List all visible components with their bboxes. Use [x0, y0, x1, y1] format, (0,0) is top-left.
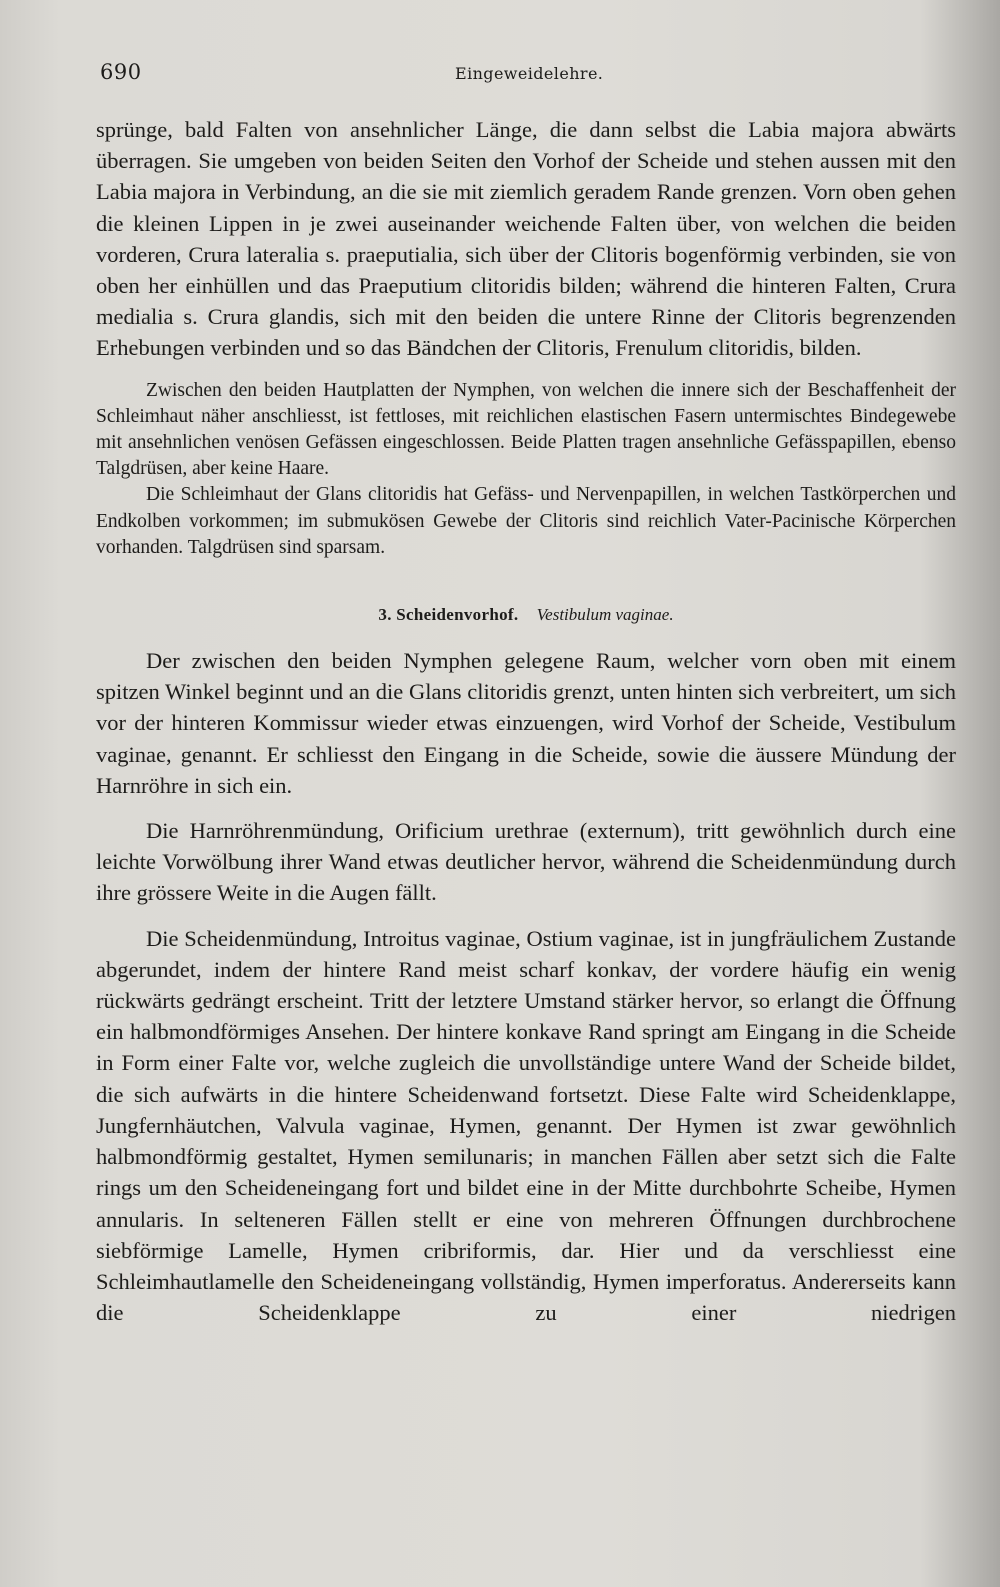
running-title: Eingeweidelehre.	[455, 64, 604, 83]
section-heading	[96, 605, 956, 625]
page-header	[100, 60, 915, 90]
paragraph-harnroehrenmuendung: Die Harnröhrenmündung, Orificium urethrae (externum), tritt gewöhnlich durch eine leichte Vorwölbung ihrer Wand etwas deutlicher hervor, während die Scheidenmündung durch ihre grössere Weite in die Augen fällt.	[96, 818, 956, 906]
page-number: 690	[100, 60, 142, 84]
page-body	[96, 114, 956, 1328]
paragraph-vestibulum: Der zwischen den beiden Nymphen gelegene Raum, welcher vorn oben mit einem spitzen Winkel beginnt und an die Glans clitoridis grenzt, unten hinten sich verbreitert, um sich vor der hinteren Kommissur wieder etwas einzuengen, wird Vorhof der Scheide, Vestibulum vaginae, genannt. Er schliesst den Eingang in die Scheide, sowie die äussere Mündung der Harnröhre in sich ein.	[96, 648, 956, 798]
section-latin-title: Vestibulum vaginae.	[536, 605, 674, 625]
section-title: 3. Scheidenvorhof.	[378, 605, 519, 625]
paragraph-nymphen-structure: Zwischen den beiden Hautplatten der Nymphen, von welchen die innere sich der Beschaffenheit der Schleimhaut näher anschliesst, ist fettloses, mit reichlichen elastischen Fasern untermischtes Bindegewebe mit ansehnlichen venösen Gefässen eingeschlossen. Beide Platten tragen ansehnliche Gefässpapillen, ebenso Talgdrüsen, aber keine Haare.	[96, 379, 956, 480]
paragraph-labia-minora: sprünge, bald Falten von ansehnlicher Länge, die dann selbst die Labia majora abwärts überragen. Sie umgeben von beiden Seiten den Vorhof der Scheide und stehen aussen mit den Labia majora in Verbindung, an die sie mit ziemlich geradem Rande grenzen. Vorn oben gehen die kleinen Lippen in je zwei auseinander weichende Falten über, von welchen die beiden vorderen, Crura lateralia s. praeputialia, sich über der Clitoris bogenförmig verbinden, sie von oben her einhüllen und das Praeputium clitoridis bilden; während die hinteren Falten, Crura medialia s. Crura glandis, sich mit den beiden die untere Rinne der Clitoris begrenzenden Erhebungen verbinden und so das Bändchen der Clitoris, Frenulum clitoridis, bilden.	[96, 117, 956, 361]
paragraph-scheidenmuendung: Die Scheidenmündung, Introitus vaginae, Ostium vaginae, ist in jungfräulichem Zustande abgerundet, indem der hintere Rand meist scharf konkav, der vordere häufig ein wenig rückwärts gedrängt erscheint. Tritt der letztere Umstand stärker hervor, so erlangt die Öffnung ein halbmondförmiges Ansehen. Der hintere konkave Rand springt am Eingang in die Scheide in Form einer Falte vor, welche zugleich die unvollständige untere Wand der Scheide bildet, die sich aufwärts in die hintere Scheidenwand fortsetzt. Diese Falte wird Scheidenklappe, Jungfernhäutchen, Valvula vaginae, Hymen, genannt. Der Hymen ist zwar gewöhnlich halbmondförmig gestaltet, Hymen semilunaris; in manchen Fällen aber setzt sich die Falte rings um den Scheideneingang fort und bildet eine in der Mitte durchbohrte Scheibe, Hymen annularis. In selteneren Fällen stellt er eine von mehreren Öffnungen durchbrochene siebförmige Lamelle, Hymen cribriformis, dar. Hier und da verschliesst eine Schleimhautlamelle den Scheideneingang vollständig, Hymen imperforatus. Andererseits kann die Scheidenklappe zu einer niedrigen	[96, 925, 956, 1326]
paragraph-glans-clitoridis: Die Schleimhaut der Glans clitoridis hat Gefäss- und Nervenpapillen, in welchen Tastkörperchen und Endkolben vorkommen; im submukösen Gewebe der Clitoris sind reichlich Vater-Pacinische Körperchen vorhanden. Talgdrüsen sind sparsam.	[96, 484, 956, 558]
